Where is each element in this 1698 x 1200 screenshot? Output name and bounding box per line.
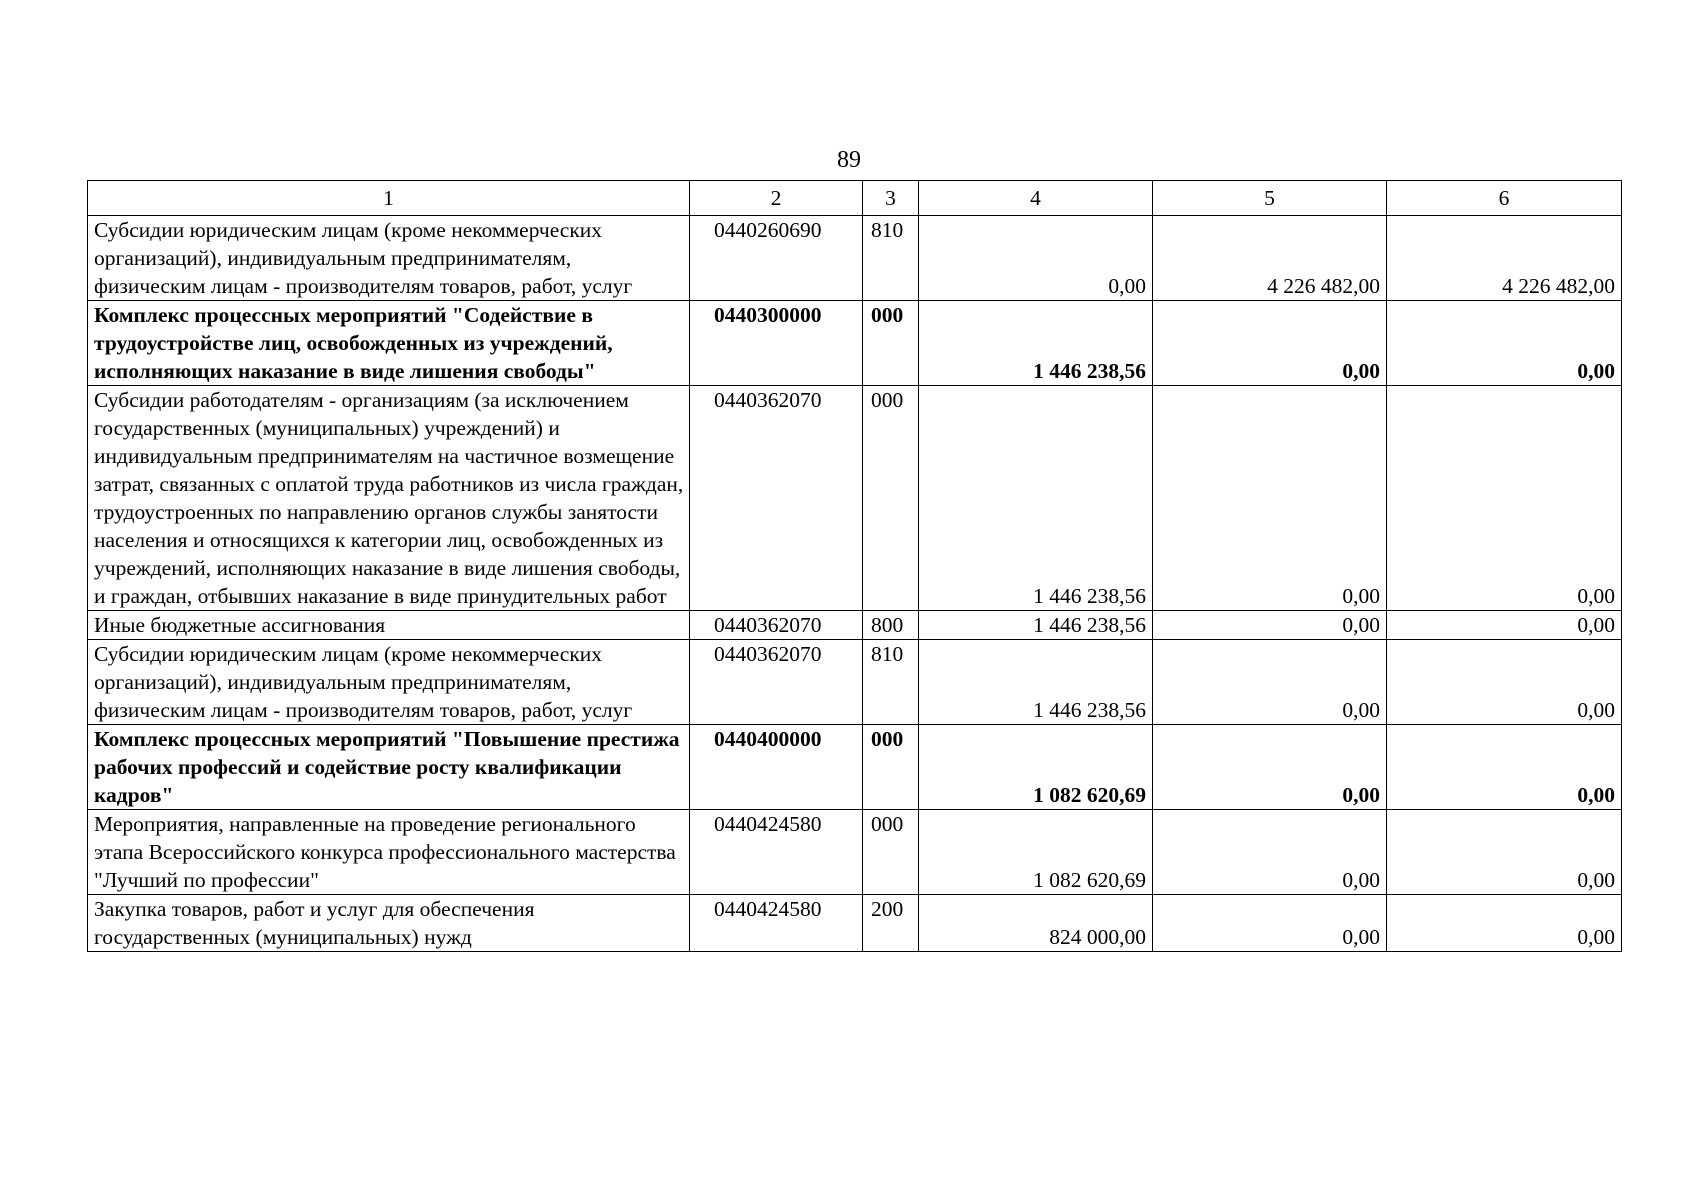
table-row <box>88 386 1622 611</box>
row-kind: 000 <box>863 386 919 611</box>
row-name: Субсидии юридическим лицам (кроме некоммерческих организаций), индивидуальным предпринимателям, физическим лицам - производителям товаров, работ, услуг <box>88 216 690 301</box>
row-value-5: 0,00 <box>1153 386 1387 611</box>
row-value-5: 0,00 <box>1153 895 1387 952</box>
row-value-4: 1 446 238,56 <box>919 611 1153 640</box>
row-value-5: 0,00 <box>1153 640 1387 725</box>
row-value-6: 0,00 <box>1387 386 1622 611</box>
row-value-4: 1 446 238,56 <box>919 386 1153 611</box>
table-row <box>88 611 1622 640</box>
row-value-6: 4 226 482,00 <box>1387 216 1622 301</box>
row-code: 0440362070 <box>690 611 863 640</box>
row-value-6: 0,00 <box>1387 895 1622 952</box>
row-kind: 200 <box>863 895 919 952</box>
table-row <box>88 640 1622 725</box>
row-value-4: 824 000,00 <box>919 895 1153 952</box>
row-name: Субсидии юридическим лицам (кроме некоммерческих организаций), индивидуальным предпринимателям, физическим лицам - производителям товаров, работ, услуг <box>88 640 690 725</box>
row-value-4: 1 446 238,56 <box>919 301 1153 386</box>
row-value-5: 0,00 <box>1153 725 1387 810</box>
row-value-4: 1 082 620,69 <box>919 725 1153 810</box>
row-name: Комплекс процессных мероприятий "Повышение престижа рабочих профессий и содействие росту квалификации кадров" <box>88 725 690 810</box>
table-row <box>88 301 1622 386</box>
page-number: 89 <box>837 147 861 173</box>
row-value-4: 1 082 620,69 <box>919 810 1153 895</box>
row-kind: 000 <box>863 725 919 810</box>
row-value-5: 0,00 <box>1153 301 1387 386</box>
row-value-6: 0,00 <box>1387 640 1622 725</box>
table-header-row <box>88 181 1622 216</box>
row-code: 0440400000 <box>690 725 863 810</box>
budget-table <box>87 180 1622 952</box>
row-value-6: 0,00 <box>1387 725 1622 810</box>
row-code: 0440300000 <box>690 301 863 386</box>
row-name: Мероприятия, направленные на проведение регионального этапа Всероссийского конкурса профессионального мастерства "Лучший по профессии" <box>88 810 690 895</box>
header-cell-1: 1 <box>88 181 690 216</box>
row-value-5: 0,00 <box>1153 810 1387 895</box>
row-value-5: 4 226 482,00 <box>1153 216 1387 301</box>
header-cell-6: 6 <box>1387 181 1622 216</box>
row-value-6: 0,00 <box>1387 611 1622 640</box>
row-code: 0440424580 <box>690 810 863 895</box>
row-code: 0440260690 <box>690 216 863 301</box>
table-row <box>88 216 1622 301</box>
row-value-4: 1 446 238,56 <box>919 640 1153 725</box>
header-cell-3: 3 <box>863 181 919 216</box>
row-kind: 810 <box>863 640 919 725</box>
row-value-6: 0,00 <box>1387 301 1622 386</box>
table-row <box>88 725 1622 810</box>
row-value-4: 0,00 <box>919 216 1153 301</box>
row-name: Иные бюджетные ассигнования <box>88 611 690 640</box>
table-row <box>88 810 1622 895</box>
row-kind: 000 <box>863 810 919 895</box>
row-code: 0440362070 <box>690 640 863 725</box>
header-cell-2: 2 <box>690 181 863 216</box>
header-cell-5: 5 <box>1153 181 1387 216</box>
row-value-5: 0,00 <box>1153 611 1387 640</box>
row-code: 0440362070 <box>690 386 863 611</box>
row-name: Закупка товаров, работ и услуг для обеспечения государственных (муниципальных) нужд <box>88 895 690 952</box>
header-cell-4: 4 <box>919 181 1153 216</box>
table-row <box>88 895 1622 952</box>
row-value-6: 0,00 <box>1387 810 1622 895</box>
row-name: Субсидии работодателям - организациям (за исключением государственных (муниципальных) учреждений) и индивидуальным предпринимателям на частичное возмещение затрат, связанных с оплатой труда работников из числа граждан, трудоустроенных по направлению органов службы занятости населения и относящихся к категории лиц, освобожденных из учреждений, исполняющих наказание в виде лишения свободы, и граждан, отбывших наказание в виде принудительных работ <box>88 386 690 611</box>
row-code: 0440424580 <box>690 895 863 952</box>
row-kind: 000 <box>863 301 919 386</box>
row-kind: 810 <box>863 216 919 301</box>
row-name: Комплекс процессных мероприятий "Содействие в трудоустройстве лиц, освобожденных из учреждений, исполняющих наказание в виде лишения свободы" <box>88 301 690 386</box>
row-kind: 800 <box>863 611 919 640</box>
